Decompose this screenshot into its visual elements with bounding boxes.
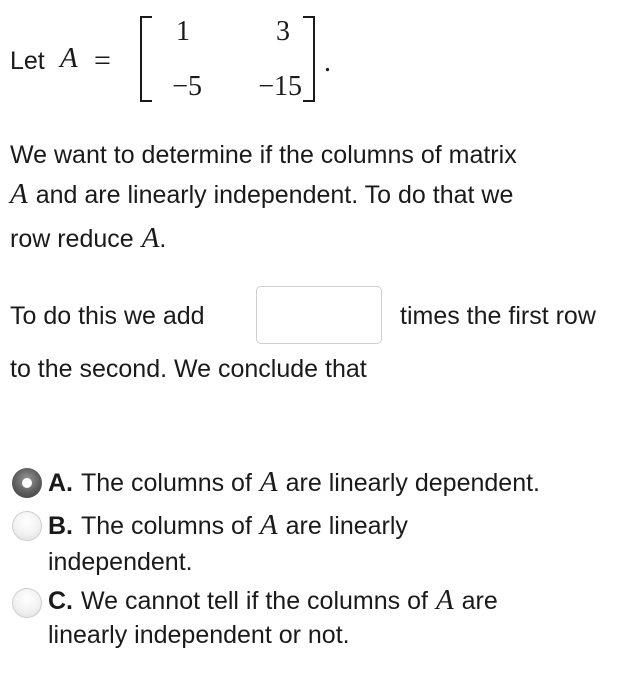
option-label bbox=[48, 584, 498, 617]
matrix-variable: A bbox=[60, 42, 78, 74]
matrix-variable: A bbox=[435, 584, 454, 616]
option-text: The columns of bbox=[81, 512, 252, 540]
matrix-cell: 3 bbox=[276, 16, 290, 47]
matrix-variable: A bbox=[259, 509, 278, 541]
matrix-variable: A bbox=[141, 222, 160, 254]
paragraph-line bbox=[10, 222, 166, 255]
equals-sign: = bbox=[94, 44, 111, 77]
option-text: independent. bbox=[48, 548, 193, 576]
matrix-cell: −15 bbox=[258, 71, 302, 102]
paragraph-text: and are linearly independent. To do that we bbox=[35, 181, 514, 209]
matrix-cell: −5 bbox=[172, 71, 202, 102]
matrix-cell: 1 bbox=[176, 16, 190, 47]
paragraph-text: row reduce bbox=[10, 225, 134, 253]
radio-dot bbox=[22, 478, 32, 488]
paragraph-text: times the first row bbox=[400, 302, 596, 330]
option-b[interactable] bbox=[0, 505, 628, 579]
matrix-variable: A bbox=[10, 178, 28, 210]
right-bracket bbox=[303, 16, 315, 102]
option-text: are linearly bbox=[285, 512, 408, 540]
radio-button-a[interactable] bbox=[12, 468, 42, 498]
option-text: are linearly dependent. bbox=[285, 469, 540, 497]
let-label: Let bbox=[10, 47, 45, 75]
radio-button-b[interactable] bbox=[12, 511, 42, 541]
option-a[interactable] bbox=[0, 462, 628, 504]
paragraph-period: . bbox=[159, 225, 167, 253]
option-letter: C. bbox=[48, 587, 73, 615]
option-letter: B. bbox=[48, 512, 73, 540]
option-text: linearly independent or not. bbox=[48, 621, 350, 649]
matrix-period: . bbox=[324, 47, 331, 78]
paragraph-line bbox=[10, 178, 513, 211]
paragraph-text: To do this we add bbox=[10, 302, 205, 330]
paragraph-line: to the second. We conclude that bbox=[10, 355, 367, 383]
option-text: The columns of bbox=[81, 469, 252, 497]
option-text: We cannot tell if the columns of bbox=[81, 587, 428, 615]
matrix-variable: A bbox=[259, 466, 278, 498]
option-text: are bbox=[461, 587, 498, 615]
radio-button-c[interactable] bbox=[12, 588, 42, 618]
option-label bbox=[48, 509, 408, 542]
option-letter: A. bbox=[48, 469, 73, 497]
option-label bbox=[48, 466, 540, 499]
paragraph-line: We want to determine if the columns of matrix bbox=[10, 141, 517, 169]
option-c[interactable] bbox=[0, 582, 628, 656]
multiplier-input[interactable] bbox=[256, 286, 382, 344]
